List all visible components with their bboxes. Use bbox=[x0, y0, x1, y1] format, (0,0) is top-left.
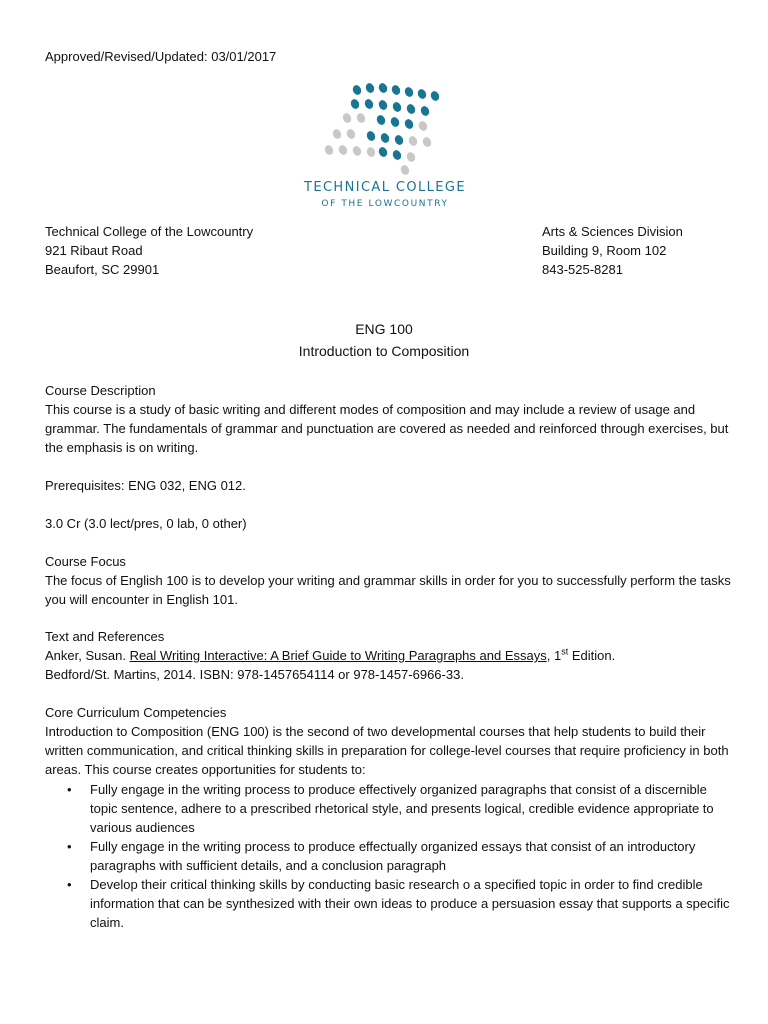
list-item: • Fully engage in the writing process to produce effectually organized essays that consist of an introductory paragraphs with sufficient details, and a conclusion paragraph bbox=[45, 837, 735, 875]
course-description-section bbox=[45, 381, 735, 457]
reference-edition-pre: , 1 bbox=[546, 648, 562, 663]
list-item: • Fully engage in the writing process to produce effectively organized paragraphs that consist of a discernible topic sentence, adhere to a prescribed rhetorical style, and presents logical, credible evidence appropriate to various audiences bbox=[45, 780, 735, 837]
course-focus-text: The focus of English 100 is to develop your writing and grammar skills in order for you to successfully perform the tasks you will encounter in English 101. bbox=[45, 573, 731, 607]
course-title: Introduction to Composition bbox=[298, 343, 470, 359]
address-right-line1: Arts & Sciences Division bbox=[542, 224, 683, 239]
list-item: • Develop their critical thinking skills by conducting basic research o a specified topic in order to find credible information that can be synthesized with their own ideas to produce a persuasion essay that supports a specific claim. bbox=[45, 875, 735, 932]
course-focus-section bbox=[45, 552, 735, 609]
logo-line2: OF THE LOWCOUNTRY bbox=[321, 199, 449, 209]
address-right-line3: 843-525-8281 bbox=[542, 262, 623, 277]
address-right-line2: Building 9, Room 102 bbox=[542, 243, 667, 258]
course-description-heading: Course Description bbox=[45, 383, 156, 398]
reference-edition-sup: st bbox=[561, 646, 569, 657]
course-description-text: This course is a study of basic writing and different modes of composition and may include a review of usage and grammar. The fundamentals of grammar and punctuation are covered as needed and reinforced through exercises, but the emphasis is on writing. bbox=[45, 402, 729, 455]
logo-dots-icon bbox=[285, 78, 485, 178]
reference-edition-post: Edition. bbox=[568, 648, 616, 663]
course-focus-heading: Course Focus bbox=[45, 554, 126, 569]
competencies-section bbox=[45, 703, 735, 779]
college-logo bbox=[285, 78, 485, 210]
address-left-line1: Technical College of the Lowcountry bbox=[45, 224, 254, 239]
text-references-heading: Text and References bbox=[45, 629, 165, 644]
reference-citation bbox=[45, 646, 735, 665]
competencies-list bbox=[45, 780, 735, 932]
prerequisites: Prerequisites: ENG 032, ENG 012. bbox=[45, 478, 246, 493]
approved-date: Approved/Revised/Updated: 03/01/2017 bbox=[45, 49, 277, 64]
address-left-line3: Beaufort, SC 29901 bbox=[45, 262, 160, 277]
text-references-section bbox=[45, 627, 735, 684]
course-code: ENG 100 bbox=[355, 321, 413, 337]
competencies-heading: Core Curriculum Competencies bbox=[45, 705, 227, 720]
address-left-line2: 921 Ribaut Road bbox=[45, 243, 143, 258]
college-address bbox=[45, 222, 253, 279]
reference-author: Anker, Susan. bbox=[45, 648, 130, 663]
competencies-intro: Introduction to Composition (ENG 100) is the second of two developmental courses that help students to build their written communication, and critical thinking skills in preparation for college-level courses that require proficiency in both areas. This course creates opportunities for students to: bbox=[45, 724, 729, 777]
credits: 3.0 Cr (3.0 lect/pres, 0 lab, 0 other) bbox=[45, 516, 247, 531]
reference-publisher: Bedford/St. Martins, 2014. ISBN: 978-1457654114 or 978-1457-6966-33. bbox=[45, 667, 464, 682]
division-address bbox=[542, 222, 683, 279]
logo-line1: TECHNICAL COLLEGE bbox=[303, 180, 466, 195]
reference-book-title: Real Writing Interactive: A Brief Guide to Writing Paragraphs and Essays bbox=[129, 648, 547, 663]
